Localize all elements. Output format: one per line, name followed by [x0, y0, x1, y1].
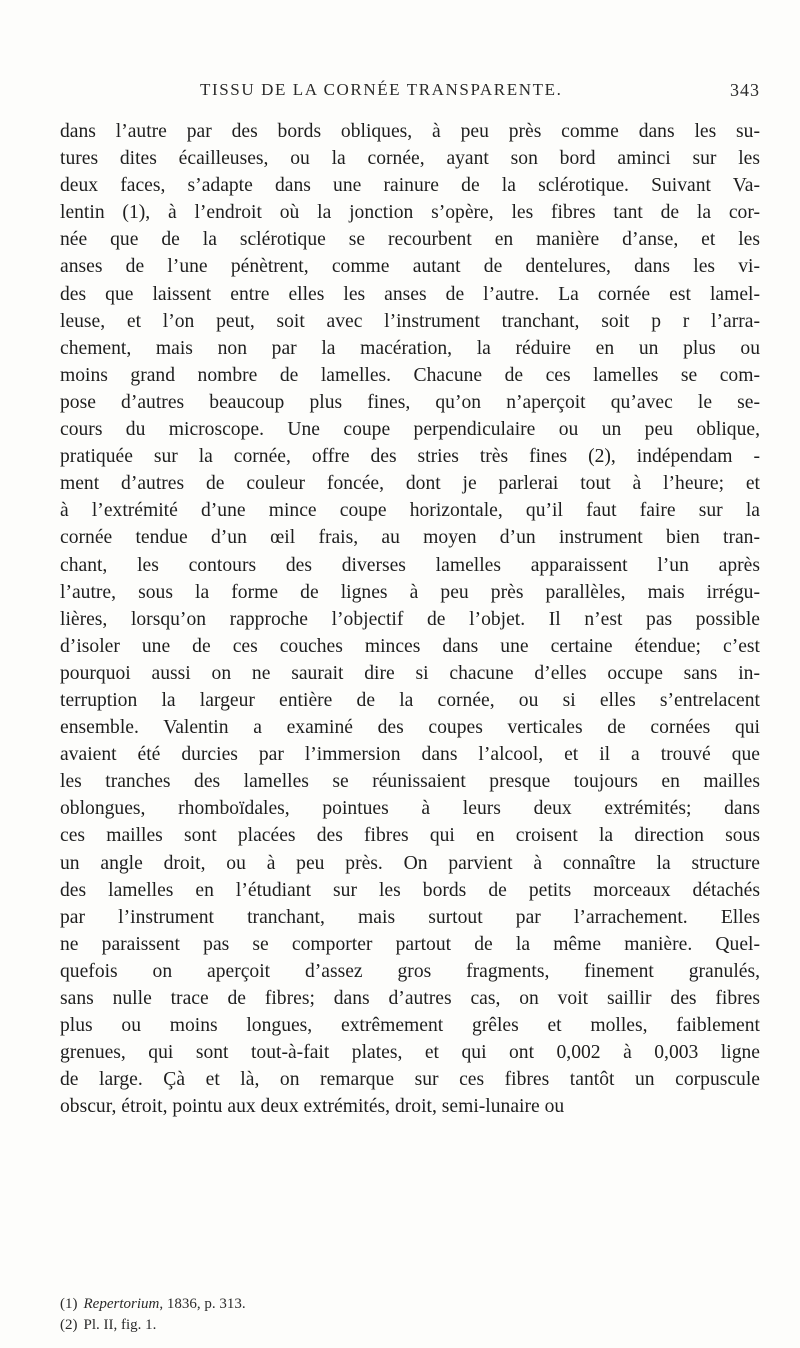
running-title: TISSU DE LA CORNÉE TRANSPARENTE.	[200, 80, 563, 99]
text-line: les tranches des lamelles se réunissaient presque toujours en mailles	[60, 771, 760, 793]
text-line: deux faces, s’adapte dans une rainure de la sclérotique. Suivant Va-	[60, 175, 760, 197]
text-line: oblongues, rhomboïdales, pointues à leurs deux extrémités; dans	[60, 798, 760, 820]
text-line: chement, mais non par la macération, la réduire en un plus ou	[60, 337, 760, 359]
text-line: ne paraissent pas se comporter partout de la même manière. Quel-	[60, 933, 760, 955]
text-line: des lamelles en l’étudiant sur les bords de petits morceaux détachés	[60, 879, 760, 901]
text-line: leuse, et l’on peut, soit avec l’instrument tranchant, soit p r l’arra-	[60, 310, 760, 332]
text-line: un angle droit, ou à peu près. On parvient à connaître la structure	[60, 852, 760, 874]
text-line: ces mailles sont placées des fibres qui en croisent la direction sous	[60, 825, 760, 847]
text-line: par l’instrument tranchant, mais surtout par l’arrachement. Elles	[60, 906, 760, 928]
footnote	[60, 1315, 760, 1336]
footnote-mark: (1)	[60, 1296, 78, 1312]
body-text	[60, 118, 760, 1120]
text-line: cours du microscope. Une coupe perpendiculaire ou un peu oblique,	[60, 419, 760, 441]
text-line: née que de la sclérotique se recourbent en manière d’anse, et les	[60, 229, 760, 251]
text-line: l’autre, sous la forme de lignes à peu près parallèles, mais irrégu-	[60, 581, 760, 603]
text-line: dans l’autre par des bords obliques, à peu près comme dans les su-	[60, 121, 760, 142]
page-header	[60, 80, 760, 106]
text-line: sans nulle trace de fibres; dans d’autres cas, on voit saillir des fibres	[60, 988, 760, 1009]
text-line: obscur, étroit, pointu aux deux extrémités, droit, semi-lunaire ou	[60, 1096, 565, 1118]
text-line: chant, les contours des diverses lamelles apparaissent l’un après	[60, 554, 760, 576]
text-line: plus ou moins longues, extrêmement grêles et molles, faiblement	[60, 1015, 760, 1037]
text-line: d’isoler une de ces couches minces dans une certaine étendue; c’est	[60, 635, 760, 657]
text-line: moins grand nombre de lamelles. Chacune de ces lamelles se com-	[60, 364, 760, 386]
text-line: de large. Çà et là, on remarque sur ces fibres tantôt un corpuscule	[60, 1069, 760, 1091]
text-line: anses de l’une pénètrent, comme autant de dentelures, dans les vi-	[60, 256, 760, 278]
footnote	[60, 1294, 760, 1315]
text-line: pourquoi aussi on ne saurait dire si chacune d’elles occupe sans in-	[60, 662, 760, 684]
text-line: terruption la largeur entière de la cornée, ou si elles s’entrelacent	[60, 689, 760, 711]
text-line: ensemble. Valentin a examiné des coupes verticales de cornées qui	[60, 717, 760, 739]
text-line: à l’extrémité d’une mince coupe horizontale, qu’il faut faire sur la	[60, 500, 760, 522]
text-line: tures dites écailleuses, ou la cornée, ayant son bord aminci sur les	[60, 148, 760, 170]
text-line: quefois on aperçoit d’assez gros fragments, finement granulés,	[60, 960, 760, 982]
text-line: grenues, qui sont tout-à-fait plates, et qui ont 0,002 à 0,003 ligne	[60, 1042, 760, 1064]
footnote-text: Pl. II, fig. 1.	[83, 1317, 157, 1333]
text-line: des que laissent entre elles les anses de l’autre. La cornée est lamel-	[60, 283, 760, 305]
footnote-source-title: Repertorium	[83, 1296, 160, 1312]
text-line: lières, lorsqu’on rapproche l’objectif de l’objet. Il n’est pas possible	[60, 608, 760, 630]
footnote-mark: (2)	[60, 1317, 78, 1333]
text-line: lentin (1), à l’endroit où la jonction s’opère, les fibres tant de la cor-	[60, 202, 760, 224]
text-line: ment d’autres de couleur foncée, dont je parlerai tout à l’heure; et	[60, 473, 760, 495]
text-line: pratiquée sur la cornée, offre des stries très fines (2), indépendam -	[60, 446, 760, 468]
page-number: 343	[730, 80, 760, 100]
footnotes	[60, 1294, 760, 1336]
text-line: pose d’autres beaucoup plus fines, qu’on n’aperçoit qu’avec le se-	[60, 391, 760, 413]
text-line: avaient été durcies par l’immersion dans l’alcool, et il a trouvé que	[60, 744, 760, 766]
footnote-text: , 1836, p. 313.	[159, 1296, 246, 1312]
text-line: cornée tendue d’un œil frais, au moyen d’un instrument bien tran-	[60, 527, 760, 549]
